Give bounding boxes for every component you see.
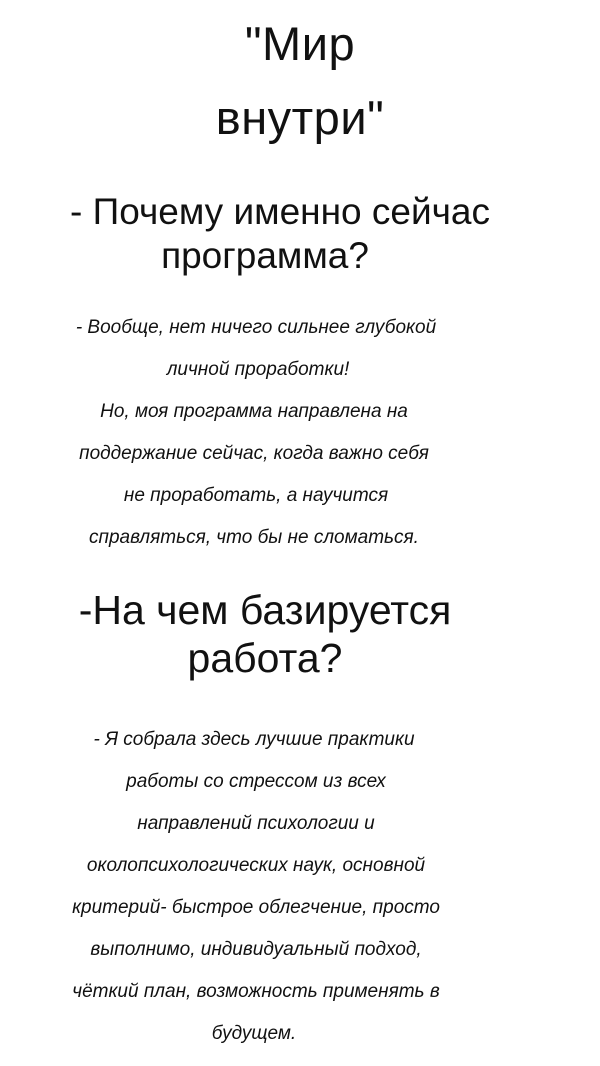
page-title-line-1: "Мир bbox=[244, 17, 356, 70]
answer-2-line-4: околопсихологических наук, основной bbox=[86, 855, 426, 876]
answer-2-line-6: выполнимо, индивидуальный подход, bbox=[90, 939, 422, 960]
answer-1-line-5: не проработать, а научится bbox=[123, 485, 389, 506]
answer-1-line-4: поддержание сейчас, когда важно себя bbox=[79, 443, 429, 464]
answer-2-line-3: направлений психологии и bbox=[137, 813, 375, 834]
question-1-line-2: программа? bbox=[161, 235, 369, 276]
question-heading-2 bbox=[0, 586, 600, 686]
answer-2-line-5: критерий- быстрое облегчение, просто bbox=[72, 897, 440, 918]
answer-paragraph-2 bbox=[0, 728, 600, 1048]
question-2-line-2: работа? bbox=[187, 635, 343, 681]
answer-2-line-1: - Я собрала здесь лучшие практики bbox=[93, 729, 415, 750]
question-heading-1 bbox=[0, 190, 600, 280]
answer-1-line-6: справляться, что бы не сломаться. bbox=[89, 527, 419, 548]
question-1-line-1: - Почему именно сейчас bbox=[70, 191, 490, 232]
answer-2-line-7: чёткий план, возможность применять в bbox=[72, 981, 440, 1002]
page-title bbox=[0, 16, 600, 156]
answer-2-line-2: работы со стрессом из всех bbox=[126, 771, 386, 792]
page-title-line-2: внутри" bbox=[215, 91, 385, 144]
answer-1-line-3: Но, моя программа направлена на bbox=[100, 401, 408, 422]
answer-paragraph-1 bbox=[0, 316, 600, 556]
answer-1-line-2: личной проработки! bbox=[166, 359, 350, 380]
answer-1-line-1: - Вообще, нет ничего сильнее глубокой bbox=[75, 317, 437, 338]
answer-2-line-8: будущем. bbox=[211, 1023, 297, 1044]
question-2-line-1: -На чем базируется bbox=[78, 587, 452, 633]
